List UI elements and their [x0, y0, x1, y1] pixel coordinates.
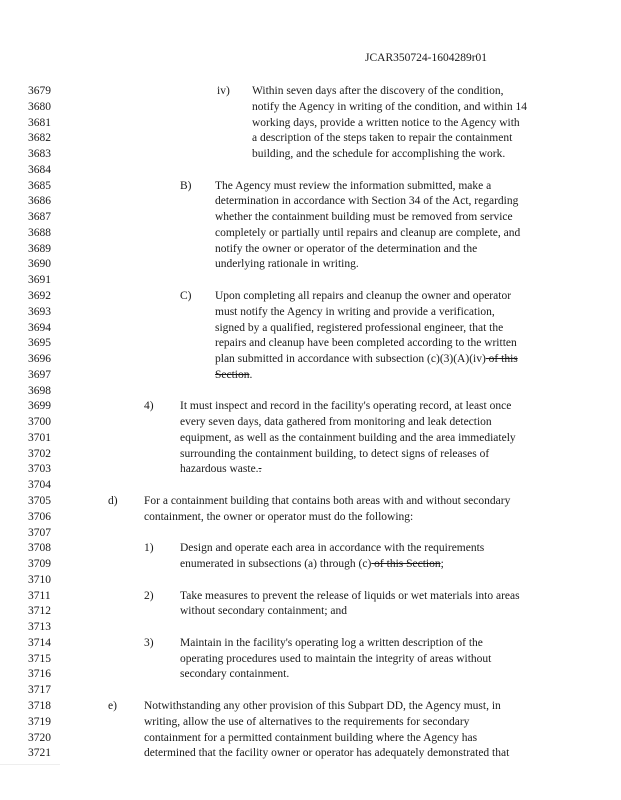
line-text-tail: ;: [440, 558, 444, 571]
subsection-label: 2): [144, 589, 154, 602]
line-number: 3693: [28, 305, 51, 318]
line-text: [144, 714, 469, 730]
document-line: [0, 651, 621, 667]
line-text: [215, 241, 477, 257]
subsection-label: 1): [144, 542, 154, 555]
line-text-content: Upon completing all repairs and cleanup the owner and operator: [215, 290, 512, 302]
line-text-content: notify the Agency in writing of the condition, and within 14: [252, 100, 528, 113]
document-line: [0, 430, 621, 446]
line-number: 3681: [28, 116, 51, 129]
line-number: 3720: [28, 731, 51, 744]
document-line: [0, 540, 621, 556]
line-number: 3708: [28, 542, 51, 555]
document-line: [0, 193, 621, 209]
line-text: [180, 666, 289, 682]
line-number: 3696: [28, 353, 51, 366]
line-number: 3695: [28, 337, 51, 350]
line-text: [215, 320, 503, 336]
line-number: 3707: [28, 526, 51, 539]
document-line: [0, 682, 621, 698]
line-number: 3709: [28, 558, 51, 571]
line-number: 3705: [28, 495, 51, 508]
document-line: [0, 509, 621, 525]
line-text: [144, 493, 510, 509]
line-number: 3686: [28, 195, 51, 208]
line-number: 3701: [28, 431, 51, 444]
line-text-content: completely or partially until repairs and cleanup are complete, and: [215, 226, 521, 239]
line-text: [215, 225, 520, 241]
line-number: 3688: [28, 226, 51, 239]
line-number: 3704: [28, 479, 51, 492]
line-text: [180, 603, 347, 619]
line-number: 3698: [28, 384, 51, 397]
document-line: [0, 351, 621, 367]
line-number: 3694: [28, 321, 51, 334]
line-text: [180, 430, 516, 446]
line-text: [252, 115, 520, 131]
document-line: [0, 714, 621, 730]
line-text-tail: .: [249, 368, 253, 381]
document-line: [0, 178, 621, 194]
line-text-content: plan submitted in accordance with subsection (c)(3)(A)(iv): [215, 353, 486, 366]
line-text: [180, 446, 489, 462]
line-number: 3691: [28, 274, 51, 287]
line-text-content: equipment, as well as the containment building and the area immediately: [180, 431, 516, 444]
line-number: 3716: [28, 668, 51, 681]
document-line: [0, 272, 621, 288]
document-line: [0, 572, 621, 588]
line-number: 3699: [28, 400, 51, 413]
line-number: 3715: [28, 652, 51, 665]
document-line: [0, 320, 621, 336]
line-text-content: repairs and cleanup have been completed according to the written: [215, 337, 517, 350]
document-line: [0, 588, 621, 604]
line-text-content: enumerated in subsections (a) through (c): [180, 558, 372, 571]
document-line: [0, 383, 621, 399]
line-text: [215, 178, 491, 194]
document-line: [0, 115, 621, 131]
line-text-content: notify the owner or operator of the determination and the: [215, 242, 478, 255]
line-text: [180, 556, 444, 572]
line-text: [144, 698, 501, 714]
line-text: [180, 651, 491, 667]
line-text-content: Maintain in the facility's operating log a written description of the: [180, 636, 483, 649]
line-text-content: Within seven days after the discovery of the condition,: [252, 85, 504, 97]
line-text-content: working days, provide a written notice to the Agency with: [252, 116, 520, 129]
document-line: [0, 288, 621, 304]
document-line: [0, 635, 621, 651]
line-text: [144, 745, 509, 761]
document-line: [0, 461, 621, 477]
line-text-content: every seven days, data gathered from monitoring and leak detection: [180, 416, 492, 429]
line-text-content: Design and operate each area in accordance with the requirements: [180, 542, 485, 555]
line-number: 3717: [28, 684, 51, 697]
line-text-content: secondary containment.: [180, 668, 290, 681]
line-number: 3718: [28, 700, 51, 713]
subsection-label: 3): [144, 636, 154, 649]
document-line: [0, 367, 621, 383]
line-text: [215, 256, 359, 272]
line-text: [215, 351, 518, 367]
line-text: [180, 398, 511, 414]
document-line: [0, 477, 621, 493]
line-text-content: hazardous waste.: [180, 463, 259, 476]
document-line: [0, 525, 621, 541]
struck-text: .: [258, 463, 262, 476]
line-number: 3692: [28, 290, 51, 302]
line-text-content: a description of the steps taken to repair the containment: [252, 132, 513, 145]
document-line: [0, 603, 621, 619]
line-text-content: determination in accordance with Section 34 of the Act, regarding: [215, 195, 519, 208]
line-text-content: It must inspect and record in the facility's operating record, at least once: [180, 400, 512, 413]
line-text-content: For a containment building that contains both areas with and without secondary: [144, 495, 511, 508]
line-text: [252, 146, 505, 162]
line-number: 3685: [28, 179, 51, 192]
document-line: [0, 730, 621, 746]
line-text: [180, 461, 261, 477]
document-line: [0, 335, 621, 351]
struck-text: Section: [215, 368, 250, 381]
line-text: [215, 193, 518, 209]
line-text: [215, 367, 252, 383]
document-line: [0, 99, 621, 115]
line-number: 3712: [28, 605, 51, 618]
line-number: 3714: [28, 636, 51, 649]
subsection-label: C): [180, 290, 192, 302]
document-line: [0, 162, 621, 178]
line-text-content: determined that the facility owner or operator has adequately demonstrated that: [144, 747, 510, 760]
line-number: 3682: [28, 132, 51, 145]
line-text-content: without secondary containment; and: [180, 605, 348, 618]
line-number: 3697: [28, 368, 51, 381]
line-text-content: The Agency must review the information submitted, make a: [215, 179, 492, 192]
line-text-content: building, and the schedule for accomplishing the work.: [252, 148, 506, 161]
subsection-label: iv): [217, 85, 230, 97]
line-text: [144, 730, 477, 746]
line-number: 3702: [28, 447, 51, 460]
document-line: [0, 304, 621, 320]
document-line: [0, 556, 621, 572]
line-number: 3713: [28, 621, 51, 634]
document-line: [0, 241, 621, 257]
document-line: [0, 745, 621, 761]
line-number: 3690: [28, 258, 51, 271]
line-text: [180, 540, 484, 556]
line-text: [215, 209, 513, 225]
document-line: [0, 130, 621, 146]
line-text-content: signed by a qualified, registered professional engineer, that the: [215, 321, 504, 334]
line-text: [215, 304, 495, 320]
line-text-content: containment for a permitted containment building where the Agency has: [144, 731, 478, 744]
document-line: [0, 256, 621, 272]
line-text-content: Take measures to prevent the release of liquids or wet materials into areas: [180, 589, 520, 602]
subsection-label: e): [108, 700, 117, 713]
line-text: [144, 509, 413, 525]
line-number: 3710: [28, 573, 51, 586]
document-line: [0, 398, 621, 414]
line-number: 3679: [28, 85, 51, 97]
document-line: [0, 446, 621, 462]
struck-text: of this: [485, 353, 518, 366]
line-number: 3706: [28, 510, 51, 523]
footer-divider: [0, 764, 60, 765]
line-text-content: underlying rationale in writing.: [215, 258, 359, 271]
document-line: [0, 209, 621, 225]
line-text: [215, 288, 511, 304]
document-line: [0, 414, 621, 430]
line-number: 3687: [28, 211, 51, 224]
line-text: [180, 635, 483, 651]
line-text-content: containment, the owner or operator must do the following:: [144, 510, 414, 523]
line-number: 3684: [28, 163, 51, 176]
document-line: [0, 666, 621, 682]
line-text: [180, 588, 520, 604]
document-line: [0, 83, 621, 99]
line-text-content: whether the containment building must be removed from service: [215, 211, 513, 224]
line-number: 3683: [28, 148, 51, 161]
line-number: 3711: [28, 589, 51, 602]
document-line: [0, 146, 621, 162]
line-text: [252, 83, 504, 99]
struck-text: of this Section: [371, 558, 441, 571]
subsection-label: 4): [144, 400, 154, 413]
line-text-content: Notwithstanding any other provision of this Subpart DD, the Agency must, in: [144, 700, 501, 713]
line-text: [252, 99, 527, 115]
subsection-label: d): [108, 495, 118, 508]
line-text-content: surrounding the containment building, to detect signs of releases of: [180, 447, 490, 460]
line-text: [252, 130, 512, 146]
line-number: 3703: [28, 463, 51, 476]
line-text-content: operating procedures used to maintain the integrity of areas without: [180, 652, 492, 665]
line-number: 3680: [28, 100, 51, 113]
line-number: 3689: [28, 242, 51, 255]
document-line: [0, 493, 621, 509]
document-id-header: JCAR350724-1604289r01: [365, 52, 488, 64]
line-text-content: must notify the Agency in writing and provide a verification,: [215, 305, 495, 318]
line-text: [215, 335, 517, 351]
line-text-content: writing, allow the use of alternatives to the requirements for secondary: [144, 715, 470, 728]
line-number: 3721: [28, 747, 51, 760]
line-number: 3700: [28, 416, 51, 429]
line-text: [180, 414, 492, 430]
document-line: [0, 619, 621, 635]
document-line: [0, 698, 621, 714]
line-number: 3719: [28, 715, 51, 728]
document-line: [0, 225, 621, 241]
subsection-label: B): [180, 179, 192, 192]
